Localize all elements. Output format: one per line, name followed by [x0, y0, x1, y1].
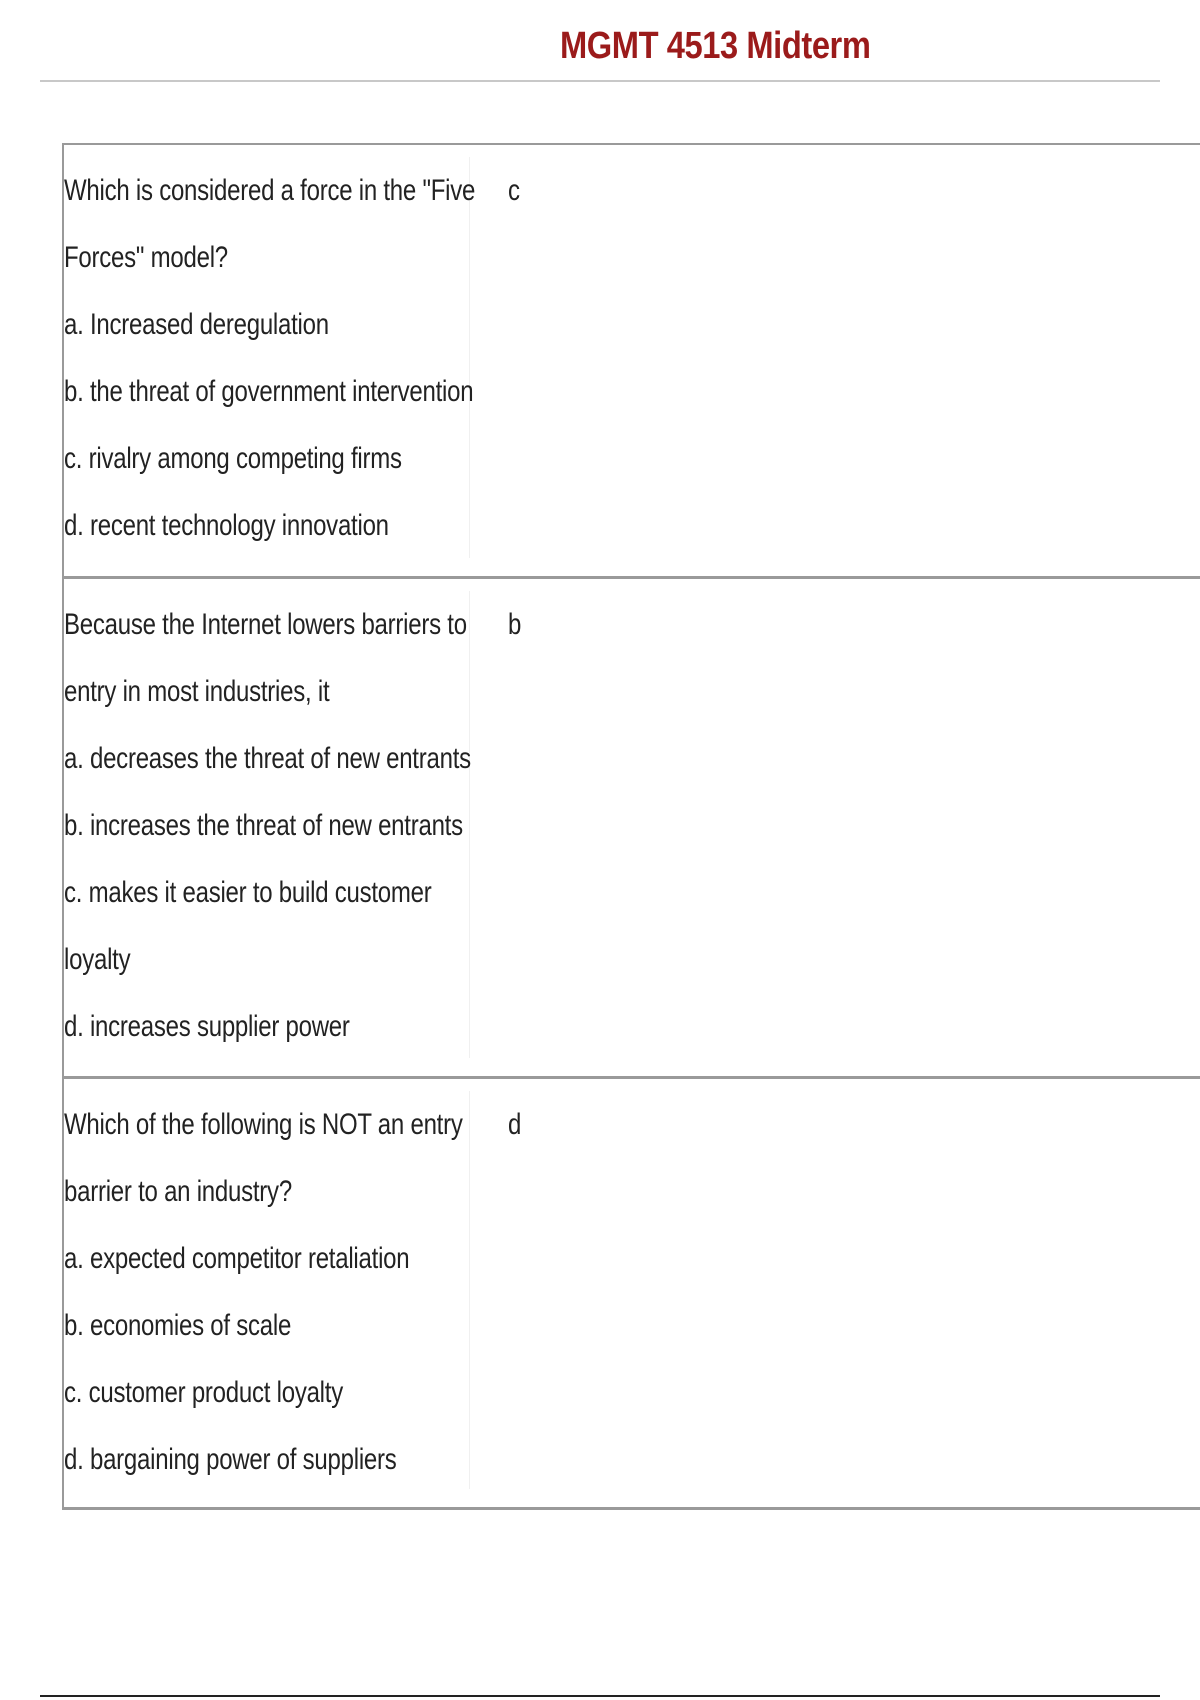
question-line: Which is considered a force in the "Five: [64, 174, 476, 207]
answer-key: c: [508, 174, 520, 207]
answer-option: d. bargaining power of suppliers: [64, 1443, 397, 1476]
flashcard-row: [64, 145, 1200, 579]
answer-cell: [508, 579, 608, 658]
answer-option: a. decreases the threat of new entrants: [64, 742, 471, 775]
answer-cell: [508, 145, 608, 224]
answer-option: c. makes it easier to build customer: [64, 876, 432, 909]
answer-cell: [508, 1079, 608, 1158]
answer-option: c. customer product loyalty: [64, 1376, 343, 1409]
footer-divider: [40, 1695, 1160, 1697]
answer-option: b. increases the threat of new entrants: [64, 809, 463, 842]
question-cell: [64, 591, 470, 1058]
answer-key: d: [508, 1108, 522, 1141]
answer-option: d. recent technology innovation: [64, 509, 389, 542]
answer-option: b. the threat of government intervention: [64, 375, 474, 408]
question-line: entry in most industries, it: [64, 675, 330, 708]
title-divider: [40, 80, 1160, 82]
flashcard-table: [62, 143, 1200, 1510]
answer-option: a. expected competitor retaliation: [64, 1242, 410, 1275]
question-cell: [64, 1091, 470, 1489]
question-line: barrier to an industry?: [64, 1175, 292, 1208]
flashcard-row: [64, 1079, 1200, 1510]
question-line: Forces" model?: [64, 241, 228, 274]
question-line: Because the Internet lowers barriers to: [64, 608, 467, 641]
answer-option: c. rivalry among competing firms: [64, 442, 402, 475]
page-title: MGMT 4513 Midterm: [560, 25, 871, 67]
flashcard-row: [64, 579, 1200, 1079]
answer-option: d. increases supplier power: [64, 1010, 350, 1043]
answer-option: b. economies of scale: [64, 1309, 292, 1342]
answer-option: loyalty: [64, 943, 131, 976]
answer-key: b: [508, 608, 522, 641]
question-cell: [64, 157, 476, 558]
answer-option: a. Increased deregulation: [64, 308, 329, 341]
question-line: Which of the following is NOT an entry: [64, 1108, 463, 1141]
